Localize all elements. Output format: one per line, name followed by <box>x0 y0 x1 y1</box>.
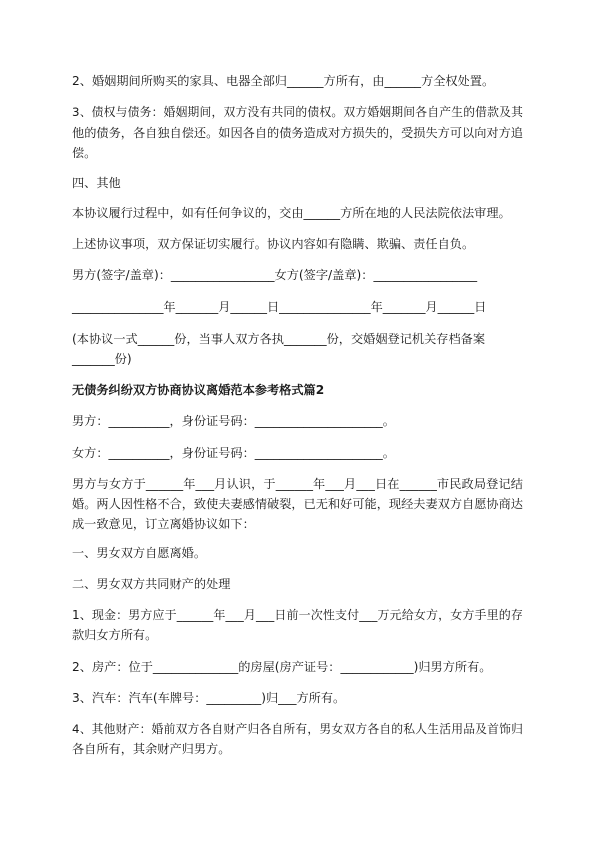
paragraph-line: 款归女方所有。 <box>72 628 158 642</box>
section-heading: 二、男女双方共同财产的处理 <box>72 577 231 591</box>
section-heading: 一、男女双方自愿离婚。 <box>72 546 207 560</box>
paragraph-line: 2、房产：位于______________的房屋(房产证号：____________)归男方所有。 <box>72 660 492 674</box>
paragraph-line: 各自所有，其余财产归男方。 <box>72 742 231 756</box>
section-title: 无债务纠纷双方协商协议离婚范本参考格式篇2 <box>72 383 325 397</box>
paragraph-line: 4 、 其 他 财 产 ： 婚 前 双 方 各 自 财 产 归 各 自 所 有 ， 男 女 双 方 各 自 的 私 人 生 活 用 品 及 首 饰 归 <box>72 722 523 736</box>
paragraph-line: 他 的 债 务 ， 各 自 独 自 偿 还 。 如 因 各 自 的 债 务 造 成 对 方 损 失 的 ， 受 损 失 方 可 以 向 对 方 追 <box>72 126 523 140</box>
paragraph-line: 偿。 <box>72 146 97 160</box>
paragraph-line: 本协议履行过程中，如有任何争议的，交由______方所在地的人民法院依法审理。 <box>72 206 511 220</box>
paragraph-line: 婚 。 两 人 因 性 格 不 合 ， 致 使 夫 妻 感 情 破 裂 ， 已 无 和 好 可 能 ， 现 经 夫 妻 双 方 自 愿 协 商 达 <box>72 497 523 511</box>
paragraph-line: 成一致意见，订立离婚协议如下： <box>72 517 255 531</box>
date-line: _______________年_______月______日_______________年_______月______日 <box>72 300 487 314</box>
paragraph-line: 男 方 与 女 方 于 _ _ _ _ _ _ 年 _ _ _ 月 认 识 ， 于 _ _ _ _ _ _ 年 _ _ _ 月 _ _ _ 日 在 _ _ _ _ _ _ 市 民 政 局 登 记 结 <box>72 477 523 491</box>
paragraph-line: 2、婚姻期间所购买的家具、电器全部归______方所有，由______方全权处置。 <box>72 74 495 88</box>
paragraph-line: 3 、 债 权 与 债 务 ： 婚 姻 期 间 ， 双 方 没 有 共 同 的 债 权 。 双 方 婚 姻 期 间 各 自 产 生 的 借 款 及 其 <box>72 105 523 119</box>
section-heading: 四、其他 <box>72 176 121 190</box>
paragraph-line: 3、汽车：汽车(车牌号：_________)归___方所有。 <box>72 691 346 705</box>
paragraph-line: 女方：__________，身份证号码：_____________________。 <box>72 446 395 460</box>
paragraph-line: 1 、 现 金 ： 男 方 应 于 _ _ _ _ _ _ 年 _ _ _ 月 _ _ _ 日 前 一 次 性 支 付 _ _ _ 万 元 给 女 方 ， 女 方 手 里 的 存 <box>72 608 523 622</box>
paragraph-line: _______份) <box>72 352 132 366</box>
paragraph-line: (本协议一式______份，当事人双方各执_______份，交婚姻登记机关存档备案 <box>72 332 486 346</box>
paragraph-line: 男方：__________，身份证号码：_____________________。 <box>72 414 395 428</box>
paragraph-line: 上述协议事项，双方保证切实履行。协议内容如有隐瞒、欺骗、责任自负。 <box>72 237 475 251</box>
signature-line: 男方(签字/盖章)：_________________女方(签字/盖章)：_________________ <box>72 268 478 282</box>
